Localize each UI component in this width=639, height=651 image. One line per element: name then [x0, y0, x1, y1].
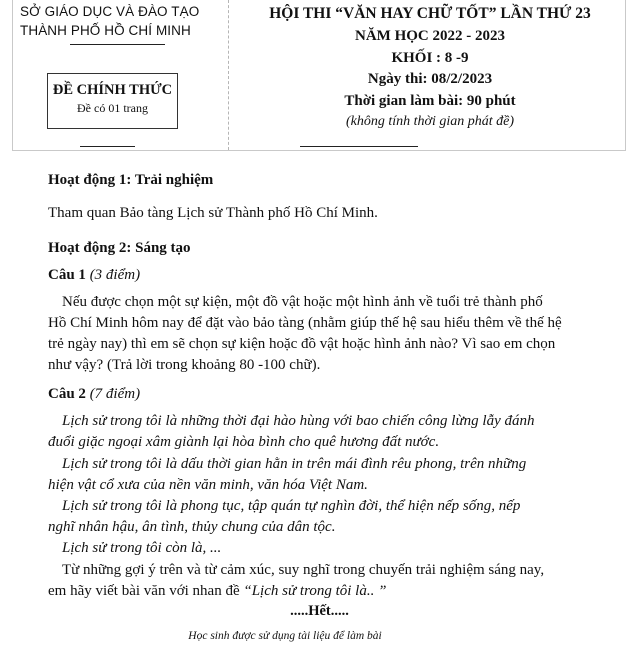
prompt-line-1: Từ những gợi ý trên và từ cảm xúc, suy nghĩ trong chuyến trải nghiệm sáng nay,: [62, 562, 545, 578]
footer-note: Học sinh được sử dụng tài liệu để làm bài: [188, 630, 382, 642]
school-year: NĂM HỌC 2022 - 2023: [355, 28, 505, 44]
official-exam-box: [47, 73, 178, 129]
activity-1-heading: Hoạt động 1: Trải nghiệm: [48, 172, 214, 188]
question-1-heading: Câu 1 (3 điểm): [48, 267, 141, 283]
quote-line-2: đuổi giặc ngoại xâm giành lại hòa bình cho quê hương đất nước.: [48, 434, 440, 450]
department-line-1: SỞ GIÁO DỤC VÀ ĐÀO TẠO: [20, 4, 200, 19]
quote-line-7: Lịch sử trong tôi còn là, ...: [62, 540, 222, 556]
contest-title: HỘI THI “VĂN HAY CHỮ TỐT” LẦN THỨ 23: [269, 5, 591, 22]
question-1-line-3: trẻ ngày nay) thì em sẽ chọn sự kiện hoặc đồ vật hoặc hình ảnh nào? Vì sao em chọn: [48, 336, 556, 352]
quote-line-4: hiện vật cổ xưa của nền văn minh, văn hóa Việt Nam.: [48, 477, 368, 493]
quote-line-1: Lịch sử trong tôi là những thời đại hào hùng với bao chiến công lừng lẫy đánh: [62, 413, 535, 429]
quote-line-5: Lịch sử trong tôi là phong tục, tập quán tự nghìn đời, thể hiện nếp sống, nếp: [62, 498, 521, 514]
essay-title: “Lịch sử trong tôi là.. ”: [243, 583, 387, 599]
duration-note: (không tính thời gian phát đề): [345, 114, 515, 129]
header-column-divider: [228, 0, 230, 150]
question-1-line-4: như vậy? (Trả lời trong khoảng 80 -100 chữ).: [48, 357, 321, 373]
exam-duration: Thời gian làm bài: 90 phút: [344, 93, 516, 109]
activity-1-text: Tham quan Bảo tàng Lịch sử Thành phố Hồ Chí Minh.: [48, 205, 378, 221]
quote-line-3: Lịch sử trong tôi là dấu thời gian hằn in trên mái đình rêu phong, trên những: [62, 456, 527, 472]
end-marker: .....Hết.....: [290, 603, 349, 619]
grade-level: KHỐI : 8 -9: [391, 50, 469, 66]
official-title: ĐỀ CHÍNH THỨC: [52, 82, 173, 98]
department-line-2: THÀNH PHỐ HỒ CHÍ MINH: [20, 23, 191, 38]
exam-date: Ngày thi: 08/2/2023: [367, 71, 493, 87]
activity-2-heading: Hoạt động 2: Sáng tạo: [48, 240, 191, 256]
department-underline: [70, 44, 165, 45]
page-count: Đề có 01 trang: [77, 101, 148, 115]
quote-line-6: nghĩ nhân hậu, ân tình, thủy chung của dân tộc.: [48, 519, 336, 535]
prompt-line-2: em hãy viết bài văn với nhan đề “Lịch sử trong tôi là.. ”: [48, 583, 387, 599]
header-underline-right: [300, 146, 418, 147]
header-underline-left: [80, 146, 135, 147]
question-1-line-2: Hồ Chí Minh hôm nay để đặt vào bảo tàng (nhằm giúp thế hệ sau hiểu thêm về thế hệ: [48, 315, 562, 331]
question-2-heading: Câu 2 (7 điểm): [48, 386, 141, 402]
question-1-line-1: Nếu được chọn một sự kiện, một đồ vật hoặc một hình ảnh về tuổi trẻ thành phố: [62, 294, 543, 310]
